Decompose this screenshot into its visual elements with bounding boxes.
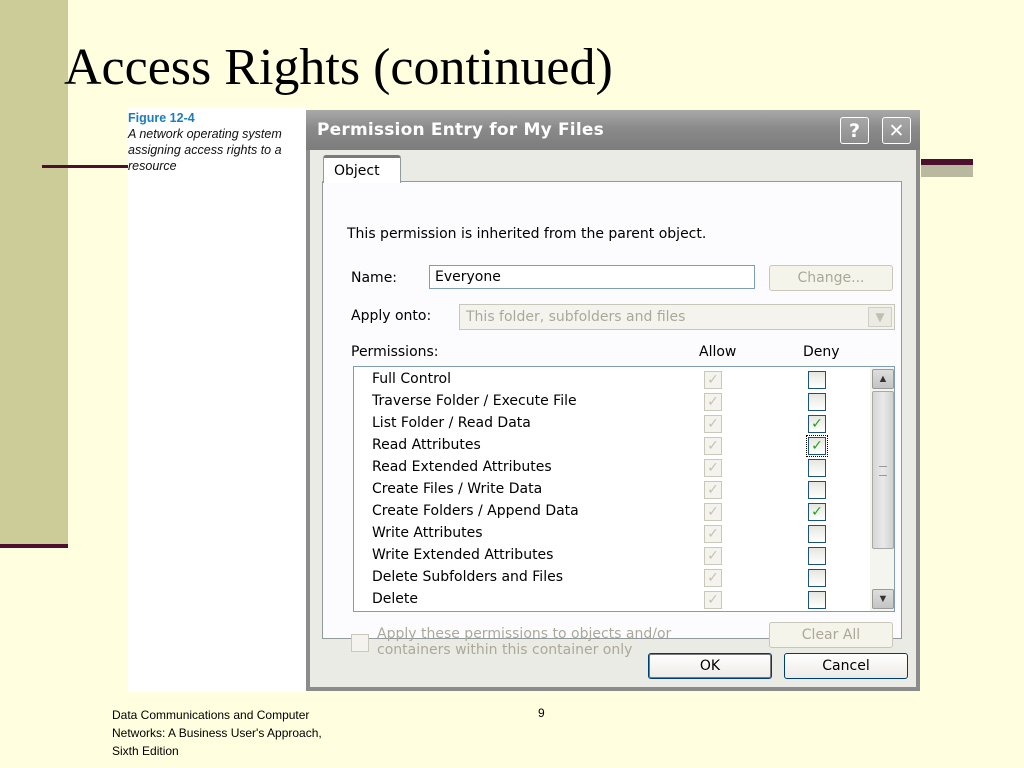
allow-checkbox[interactable]: ✓	[704, 481, 722, 499]
allow-checkbox[interactable]: ✓	[704, 393, 722, 411]
deny-checkbox[interactable]	[808, 393, 826, 411]
allow-checkbox[interactable]: ✓	[704, 547, 722, 565]
permission-name: Full Control	[372, 371, 451, 387]
name-field[interactable]: Everyone	[429, 265, 755, 289]
clear-all-button[interactable]: Clear All	[769, 622, 893, 648]
deny-checkbox[interactable]	[808, 371, 826, 389]
allow-checkbox[interactable]: ✓	[704, 459, 722, 477]
scroll-thumb[interactable]	[872, 391, 894, 549]
permission-row	[354, 589, 864, 611]
allow-checkbox[interactable]: ✓	[704, 371, 722, 389]
apply-onto-label: Apply onto:	[351, 308, 432, 324]
close-button[interactable]: ✕	[882, 117, 911, 144]
permission-name: Traverse Folder / Execute File	[372, 393, 577, 409]
permission-name: Read Attributes	[372, 437, 481, 453]
footer-line: Sixth Edition	[112, 744, 179, 758]
page-number: 9	[538, 706, 545, 720]
allow-checkbox[interactable]: ✓	[704, 503, 722, 521]
permission-row	[354, 413, 864, 435]
deny-checkbox[interactable]	[808, 459, 826, 477]
slide-title: Access Rights (continued)	[64, 39, 613, 96]
deny-checkbox[interactable]: ✓	[808, 415, 826, 433]
permission-name: Write Attributes	[372, 525, 483, 541]
deny-checkbox[interactable]	[808, 481, 826, 499]
permission-name: Create Files / Write Data	[372, 481, 543, 497]
allow-checkbox[interactable]: ✓	[704, 415, 722, 433]
help-button[interactable]: ?	[840, 117, 869, 144]
dialog-titlebar[interactable]	[306, 110, 920, 150]
permission-name: Write Extended Attributes	[372, 547, 554, 563]
figure-label: Figure 12-4	[128, 111, 195, 125]
permission-row	[354, 479, 864, 501]
deny-checkbox[interactable]: ✓	[808, 437, 826, 455]
permission-row	[354, 435, 864, 457]
chevron-down-icon[interactable]: ▼	[868, 307, 892, 327]
permission-row	[354, 391, 864, 413]
allow-checkbox[interactable]: ✓	[704, 591, 722, 609]
permissions-scrollbar[interactable]	[870, 367, 894, 611]
change-button[interactable]: Change...	[769, 265, 893, 291]
permission-row	[354, 523, 864, 545]
permission-row	[354, 545, 864, 567]
permissions-list	[353, 366, 895, 612]
figure-description: A network operating system assigning access rights to a resource	[128, 127, 282, 173]
permission-name: Create Folders / Append Data	[372, 503, 579, 519]
allow-checkbox[interactable]: ✓	[704, 525, 722, 543]
allow-column-header: Allow	[699, 344, 737, 360]
scroll-down-button[interactable]: ▼	[872, 589, 894, 609]
deny-checkbox[interactable]	[808, 525, 826, 543]
footer-line: Data Communications and Computer	[112, 708, 310, 722]
permission-name: Delete Subfolders and Files	[372, 569, 563, 585]
permission-name: List Folder / Read Data	[372, 415, 531, 431]
figure-caption	[128, 110, 303, 174]
cancel-button[interactable]: Cancel	[784, 653, 908, 679]
accent-rule	[921, 159, 973, 177]
scroll-up-button[interactable]: ▲	[872, 369, 894, 389]
dialog-client-area	[310, 150, 916, 687]
apply-to-children-checkbox[interactable]	[351, 634, 369, 652]
object-tab-panel	[322, 181, 902, 658]
apply-to-children-line: Apply these permissions to objects and/or	[377, 626, 672, 642]
accent-rule	[42, 165, 128, 168]
name-label: Name:	[351, 270, 398, 286]
permission-row	[354, 501, 864, 523]
ok-button[interactable]: OK	[648, 653, 772, 679]
footer-citation	[112, 706, 372, 760]
allow-checkbox[interactable]: ✓	[704, 437, 722, 455]
permission-name: Read Extended Attributes	[372, 459, 552, 475]
apply-to-children-line: containers within this container only	[377, 642, 633, 658]
deny-checkbox[interactable]: ✓	[808, 503, 826, 521]
permission-row	[354, 457, 864, 479]
inherit-notice: This permission is inherited from the parent object.	[347, 226, 707, 242]
deny-checkbox[interactable]	[808, 591, 826, 609]
figure-panel	[128, 108, 308, 692]
tab-object[interactable]: Object	[323, 155, 401, 183]
accent-rule	[0, 544, 68, 548]
permission-row	[354, 567, 864, 589]
footer-line: Networks: A Business User's Approach,	[112, 726, 322, 740]
deny-column-header: Deny	[803, 344, 840, 360]
apply-onto-select[interactable]	[459, 304, 895, 330]
permission-row	[354, 369, 864, 391]
permissions-label: Permissions:	[351, 344, 439, 360]
allow-checkbox[interactable]: ✓	[704, 569, 722, 587]
apply-onto-value: This folder, subfolders and files	[466, 309, 686, 325]
dialog-title: Permission Entry for My Files	[317, 120, 604, 140]
deny-checkbox[interactable]	[808, 547, 826, 565]
deny-checkbox[interactable]	[808, 569, 826, 587]
permission-entry-dialog	[306, 110, 920, 691]
permission-name: Delete	[372, 591, 418, 607]
left-accent-band	[0, 0, 68, 548]
